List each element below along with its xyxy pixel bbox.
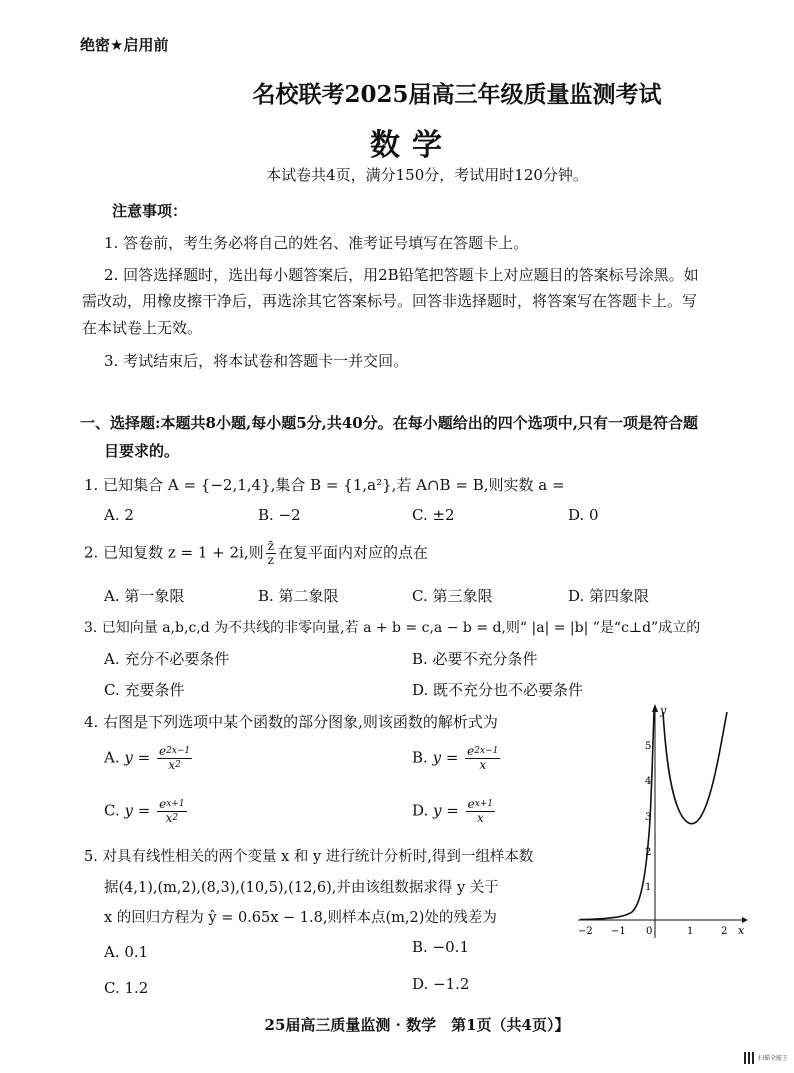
q1-option-b: B. −2	[258, 506, 301, 524]
q3-option-c: C. 充要条件	[104, 681, 185, 699]
x-tick-label: 2	[721, 926, 728, 937]
fraction: $\frac{z̄}{z}$	[267, 539, 274, 567]
note-item: 1. 答卷前，考生务必将自己的姓名、准考证号填写在答题卡上。	[104, 234, 529, 252]
q4-option-b: B. y = $\frac{e^{2x-1}}{x}$	[412, 744, 499, 772]
q3-option-d: D. 既不充分也不必要条件	[412, 681, 584, 699]
secret-label: 绝密★启用前	[80, 36, 169, 54]
note-item: 2. 回答选择题时，选出每小题答案后，用2B铅笔把答题卡上对应题目的答案标号涂黑。如	[104, 266, 699, 284]
subject-title: 数学	[370, 128, 454, 163]
q2-option-d: D. 第四象限	[568, 587, 650, 605]
question-1-stem: 1. 已知集合 A = {−2,1,4},集合 B = {1,a²},若 A∩B = B,则实数 a =	[84, 476, 565, 494]
function-graph	[570, 700, 750, 945]
x-tick-label: −2	[578, 926, 593, 937]
q2-option-a: A. 第一象限	[104, 587, 185, 605]
y-tick-label: 3	[645, 812, 652, 823]
x-tick-label: 0	[646, 926, 653, 937]
q5-option-d: D. −1.2	[412, 975, 470, 993]
exam-title: 名校联考2025届高三年级质量监测考试	[252, 81, 662, 108]
x-axis-label: x	[738, 924, 745, 937]
q3-option-b: B. 必要不充分条件	[412, 650, 538, 668]
exam-info: 本试卷共4页，满分150分，考试用时120分钟。	[266, 166, 588, 184]
question-5-line3: x 的回归方程为 ŷ = 0.65x − 1.8,则样本点(m,2)处的残差为	[104, 910, 497, 926]
q1-option-d: D. 0	[568, 506, 599, 524]
y-tick-label: 4	[645, 776, 652, 787]
y-tick-label: 2	[645, 847, 652, 858]
q2-option-c: C. 第三象限	[412, 587, 493, 605]
notes-heading: 注意事项：	[112, 202, 188, 220]
note-item: 3. 考试结束后，将本试卷和答题卡一并交回。	[104, 352, 409, 370]
note-item: 需改动，用橡皮擦干净后，再选涂其它答案标号。回答非选择题时，将答案写在答题卡上。写	[82, 292, 698, 310]
question-3-stem: 3. 已知向量 a,b,c,d 为不共线的非零向量,若 a + b = c,a − b = d,则“ |a| = |b| ”是“c⊥d”成立的	[84, 620, 701, 636]
curve-right-branch	[663, 712, 727, 824]
q5-option-b: B. −0.1	[412, 938, 469, 956]
q1-option-c: C. ±2	[412, 506, 455, 524]
q5-option-c: C. 1.2	[104, 979, 149, 997]
question-5-line2: 据(4,1),(m,2),(8,3),(10,5),(12,6),并由该组数据求得 y 关于	[104, 880, 499, 896]
curve-left-branch	[580, 712, 654, 920]
q5-option-a: A. 0.1	[104, 943, 149, 961]
q1-option-a: A. 2	[104, 506, 134, 524]
x-tick-label: 1	[687, 926, 694, 937]
y-axis-label: y	[660, 704, 667, 717]
section-heading: 一、选择题:本题共8小题,每小题5分,共40分。在每小题给出的四个选项中,只有一项是符合题	[80, 414, 698, 432]
question-5-line1: 5. 对具有线性相关的两个变量 x 和 y 进行统计分析时,得到一组样本数	[84, 849, 534, 865]
question-4-stem: 4. 右图是下列选项中某个函数的部分图象,则该函数的解析式为	[84, 713, 498, 731]
scanner-watermark: 扫描全能王	[758, 1055, 789, 1062]
x-tick-label: −1	[611, 926, 626, 937]
note-item: 在本试卷上无效。	[82, 319, 203, 337]
q4-option-d: D. y = $\frac{e^{x+1}}{x}$	[412, 797, 494, 825]
y-tick-label: 1	[645, 882, 652, 893]
q4-option-a: A. y = $\frac{e^{2x-1}}{x^2}$	[104, 744, 191, 772]
q2-option-b: B. 第二象限	[258, 587, 339, 605]
q4-option-c: C. y = $\frac{e^{x+1}}{x^2}$	[104, 797, 185, 825]
section-heading-cont: 目要求的。	[104, 442, 180, 460]
y-tick-label: 5	[645, 741, 652, 752]
page-footer: 25届高三质量监测 · 数学 第1页（共4页）】	[264, 1016, 570, 1034]
qr-code-icon	[744, 1052, 756, 1064]
y-axis-arrow	[652, 704, 658, 712]
x-axis-arrow	[742, 917, 748, 923]
question-2-stem: 2. 已知复数 z = 1 + 2i,则 $\frac{z̄}{z}$ 在复平面内对应的点在	[84, 539, 428, 567]
q3-option-a: A. 充分不必要条件	[104, 650, 230, 668]
